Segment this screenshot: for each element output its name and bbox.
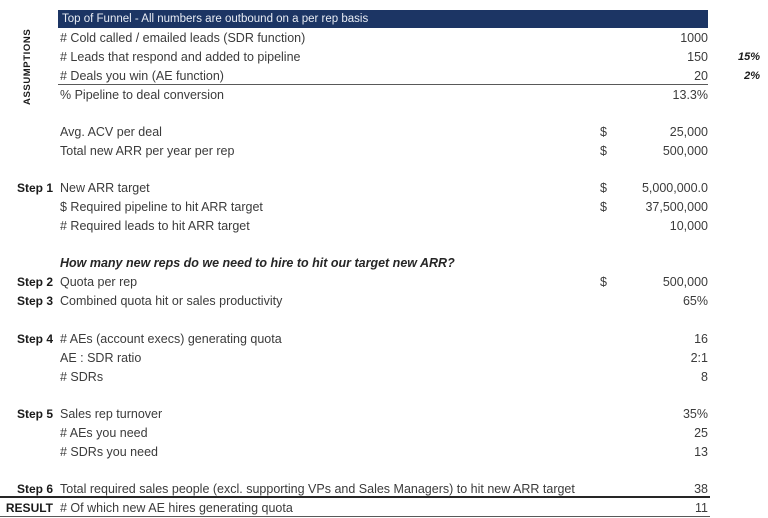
table-row (0, 216, 768, 235)
assumptions-vertical-label: ASSUMPTIONS (22, 28, 33, 106)
step-label: Step 2 (16, 274, 53, 289)
row-label: Total required sales people (excl. supporting VPs and Sales Managers) to hit new ARR target (60, 481, 575, 496)
table-row (0, 47, 768, 66)
table-row (0, 423, 768, 442)
row-value: 10,000 (669, 218, 708, 233)
row-value: 1000 (680, 30, 708, 45)
row-value: 8 (701, 369, 708, 384)
table-row (0, 28, 768, 47)
row-label: # SDRs you need (60, 444, 158, 459)
table-row (0, 329, 768, 348)
row-value: 20 (694, 68, 708, 83)
table-row (0, 479, 768, 498)
currency-symbol: $ (600, 143, 607, 158)
table-row (0, 85, 768, 104)
row-value: 13.3% (672, 87, 708, 102)
row-value: 11 (695, 500, 708, 515)
conversion-note: 2% (744, 69, 760, 82)
currency-symbol: $ (600, 180, 607, 195)
question-row (0, 253, 768, 272)
table-row (0, 348, 768, 367)
question-text: How many new reps do we need to hire to hit our target new ARR? (60, 255, 455, 270)
row-label: Quota per rep (60, 274, 138, 289)
row-label: # Required leads to hit ARR target (60, 218, 250, 233)
currency-symbol: $ (600, 274, 607, 289)
table-row (0, 141, 768, 160)
table-row (0, 122, 768, 141)
row-gap (0, 160, 768, 178)
row-gap (0, 386, 768, 404)
table-row (0, 66, 768, 85)
row-value: 500,000 (662, 143, 708, 158)
table-row (0, 178, 768, 197)
row-value: 65% (682, 293, 708, 308)
result-row (0, 498, 768, 517)
table-row (0, 291, 768, 310)
row-value: 16 (694, 331, 708, 346)
row-label: Sales rep turnover (60, 406, 163, 421)
table-row (0, 442, 768, 461)
row-label: AE : SDR ratio (60, 350, 142, 365)
row-gap (0, 310, 768, 329)
row-label: $ Required pipeline to hit ARR target (60, 199, 263, 214)
row-value: 500,000 (662, 274, 708, 289)
result-label: RESULT (5, 500, 53, 515)
currency-symbol: $ (600, 199, 607, 214)
row-gap (0, 235, 768, 253)
table-row (0, 272, 768, 291)
row-label: # AEs you need (60, 425, 148, 440)
row-value: 25,000 (669, 124, 708, 139)
row-value: 38 (694, 481, 708, 496)
row-value: 25 (694, 425, 708, 440)
section-header-bar: Top of Funnel - All numbers are outbound on a per rep basis (58, 10, 708, 28)
step-label: Step 6 (16, 481, 53, 496)
row-value: 5,000,000.0 (641, 180, 708, 195)
row-label: Avg. ACV per deal (60, 124, 162, 139)
step-label: Step 3 (16, 293, 53, 308)
row-value: 13 (694, 444, 708, 459)
row-label: # Of which new AE hires generating quota (60, 500, 293, 515)
step-label: Step 5 (16, 406, 53, 421)
row-label: # SDRs (60, 369, 104, 384)
currency-symbol: $ (600, 124, 607, 139)
step-label: Step 1 (16, 180, 53, 195)
table-row (0, 404, 768, 423)
row-label: Combined quota hit or sales productivity (60, 293, 283, 308)
row-value: 37,500,000 (645, 199, 708, 214)
row-label: New ARR target (60, 180, 150, 195)
row-label: % Pipeline to deal conversion (60, 87, 224, 102)
row-label: # Leads that respond and added to pipeline (60, 49, 301, 64)
row-value: 2:1 (690, 350, 708, 365)
row-value: 35% (682, 406, 708, 421)
table-row (0, 197, 768, 216)
step-label: Step 4 (16, 331, 53, 346)
row-gap (0, 461, 768, 479)
row-gap (0, 104, 768, 122)
row-label: # AEs (account execs) generating quota (60, 331, 282, 346)
row-label: # Cold called / emailed leads (SDR function) (60, 30, 306, 45)
row-value: 150 (687, 49, 708, 64)
table-row (0, 367, 768, 386)
conversion-note: 15% (737, 50, 760, 63)
row-label: # Deals you win (AE function) (60, 68, 224, 83)
row-label: Total new ARR per year per rep (60, 143, 235, 158)
